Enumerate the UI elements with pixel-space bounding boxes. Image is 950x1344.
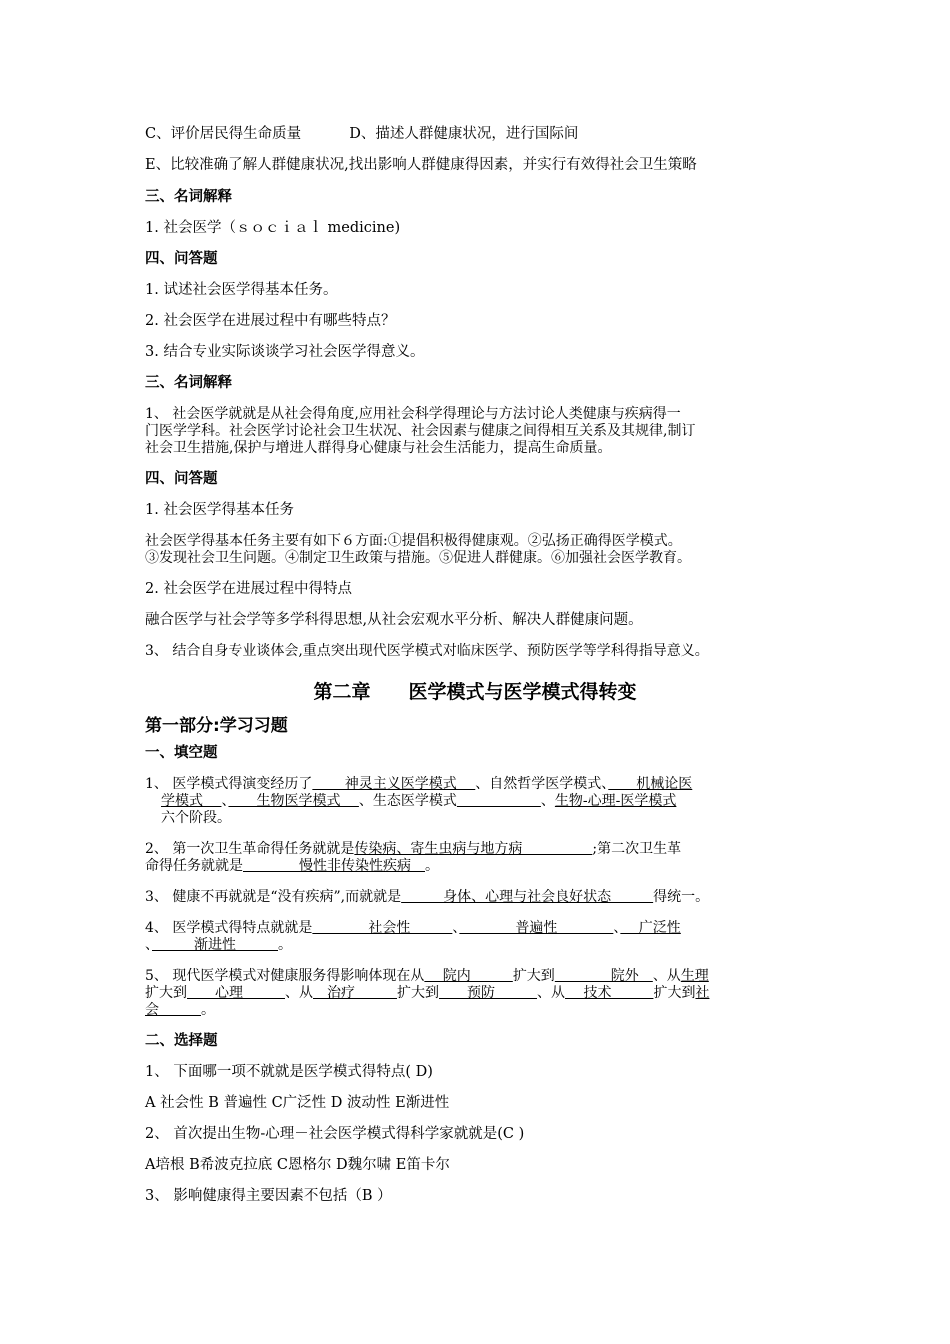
blank-answer: 会 — [145, 1002, 201, 1018]
blank-answer: 院内 — [424, 968, 513, 984]
fill-4-line-2: 、 渐进性 。 — [145, 937, 292, 953]
blank-answer: 传染病、寄生虫病与地方病 — [354, 841, 593, 857]
term-question: 1. 社会医学（ｓｏｃｉａｌ medicine) — [145, 220, 401, 236]
mc-question-3: 3、 影响健康得主要因素不包括（B ） — [145, 1188, 392, 1204]
mc-question-1: 1、 下面哪一项不就就是医学模式得特点( D) — [145, 1064, 433, 1080]
blank-answer: 普遍性 — [459, 920, 614, 936]
section-heading-qa: 四、问答题 — [145, 251, 218, 267]
blank-answer: 神灵主义医学模式 — [312, 776, 476, 792]
answer-qa2-line: 融合医学与社会学等多学科得思想,从社会宏观水平分析、解决人群健康问题。 — [145, 612, 643, 628]
answer-term-line-3: 社会卫生措施,保护与增进人群得身心健康与社会生活能力，提高生命质量。 — [145, 440, 612, 456]
fill-5-line-1: 5、 现代医学模式对健康服务得影响体现在从 院内 扩大到 院外 、从生理 — [145, 968, 709, 984]
answer-qa2-title: 2. 社会医学在进展过程中得特点 — [145, 581, 352, 597]
blank-answer: 技术 — [565, 985, 654, 1001]
answer-heading-terms: 三、名词解释 — [145, 375, 232, 391]
fill-1-line-3: 六个阶段。 — [161, 810, 231, 826]
blank-answer: 广泛性 — [620, 920, 681, 936]
answer-qa3-line: 3、 结合自身专业谈体会,重点突出现代医学模式对临床医学、预防医学等学科得指导意义。 — [145, 643, 709, 659]
blank-answer: 渐进性 — [152, 937, 278, 953]
blank-answer: 身体、心理与社会良好状态 — [401, 889, 654, 905]
answer-term-line-2: 门医学学科。社会医学讨论社会卫生状况、社会因素与健康之间得相互关系及其规律,制订 — [145, 423, 696, 439]
blank-answer: 学模式 — [161, 793, 222, 809]
qa-question-1: 1. 试述社会医学得基本任务。 — [145, 282, 338, 298]
blank-answer: 院外 — [554, 968, 653, 984]
part-title: 第一部分:学习习题 — [145, 716, 288, 736]
blank-answer: 生物-心理-医学模式 — [554, 793, 677, 809]
blank-answer: 生理 — [680, 968, 709, 984]
blank-answer: 心理 — [187, 985, 285, 1001]
answer-qa1-line-2: ③发现社会卫生问题。④制定卫生政策与措施。⑤促进人群健康。⑥加强社会医学教育。 — [145, 550, 691, 566]
chapter-title: 第二章 医学模式与医学模式得转变 — [313, 681, 637, 703]
blank-answer — [457, 793, 541, 809]
blank-answer: 机械论医 — [608, 776, 693, 792]
fill-2-line-1: 2、 第一次卫生革命得任务就就是传染病、寄生虫病与地方病 ;第二次卫生革 — [145, 841, 682, 857]
blank-answer: 慢性非传染性疾病 — [243, 858, 425, 874]
answer-qa1-title: 1. 社会医学得基本任务 — [145, 502, 294, 518]
mc-options-2: A培根 B希波克拉底 C恩格尔 D魏尔啸 E笛卡尔 — [145, 1157, 450, 1173]
qa-question-3: 3. 结合专业实际谈谈学习社会医学得意义。 — [145, 344, 425, 360]
answer-qa1-line-1: 社会医学得基本任务主要有如下６方面:①提倡积极得健康观。②弘扬正确得医学模式。 — [145, 533, 682, 549]
blank-answer: 治疗 — [313, 985, 397, 1001]
fill-2-line-2: 命得任务就就是 慢性非传染性疾病 。 — [145, 858, 439, 874]
option-c-line: C、评价居民得生命质量 D、描述人群健康状况，进行国际间 — [145, 126, 579, 142]
fill-1-line-1: 1、 医学模式得演变经历了 神灵主义医学模式 、自然哲学医学模式、 机械论医 — [145, 776, 693, 792]
qa-question-2: 2. 社会医学在进展过程中有哪些特点？ — [145, 313, 396, 329]
fill-1-line-2: 学模式 、 生物医学模式 、生态医学模式 、生物-心理-医学模式 — [161, 793, 677, 809]
answer-term-line-1: 1、 社会医学就就是从社会得角度,应用社会科学得理论与方法讨论人类健康与疾病得一 — [145, 406, 681, 422]
fill-3-line: 3、 健康不再就就是“没有疾病”,而就就是 身体、心理与社会良好状态 得统一。 — [145, 889, 710, 905]
mc-question-2: 2、 首次提出生物-心理－社会医学模式得科学家就就是(C ) — [145, 1126, 525, 1142]
blank-answer: 预防 — [439, 985, 537, 1001]
fill-5-line-3: 会 。 — [145, 1002, 215, 1018]
answer-heading-qa: 四、问答题 — [145, 471, 218, 487]
heading-multiple-choice: 二、选择题 — [145, 1033, 218, 1049]
fill-5-line-2: 扩大到 心理 、从 治疗 扩大到 预防 、从 技术 扩大到社 — [145, 985, 710, 1001]
blank-answer: 社 — [695, 985, 710, 1001]
mc-options-1: A 社会性 B 普遍性 C广泛性 D 波动性 E渐进性 — [145, 1095, 450, 1111]
heading-fill-blank: 一、填空题 — [145, 745, 218, 761]
fill-4-line-1: 4、 医学模式得特点就就是 社会性 、 普遍性 、 广泛性 — [145, 920, 681, 936]
option-e-line: E、比较准确了解人群健康状况,找出影响人群健康得因素，并实行有效得社会卫生策略 — [145, 157, 697, 173]
blank-answer: 生物医学模式 — [228, 793, 359, 809]
section-heading-terms: 三、名词解释 — [145, 189, 232, 205]
blank-answer: 社会性 — [312, 920, 453, 936]
